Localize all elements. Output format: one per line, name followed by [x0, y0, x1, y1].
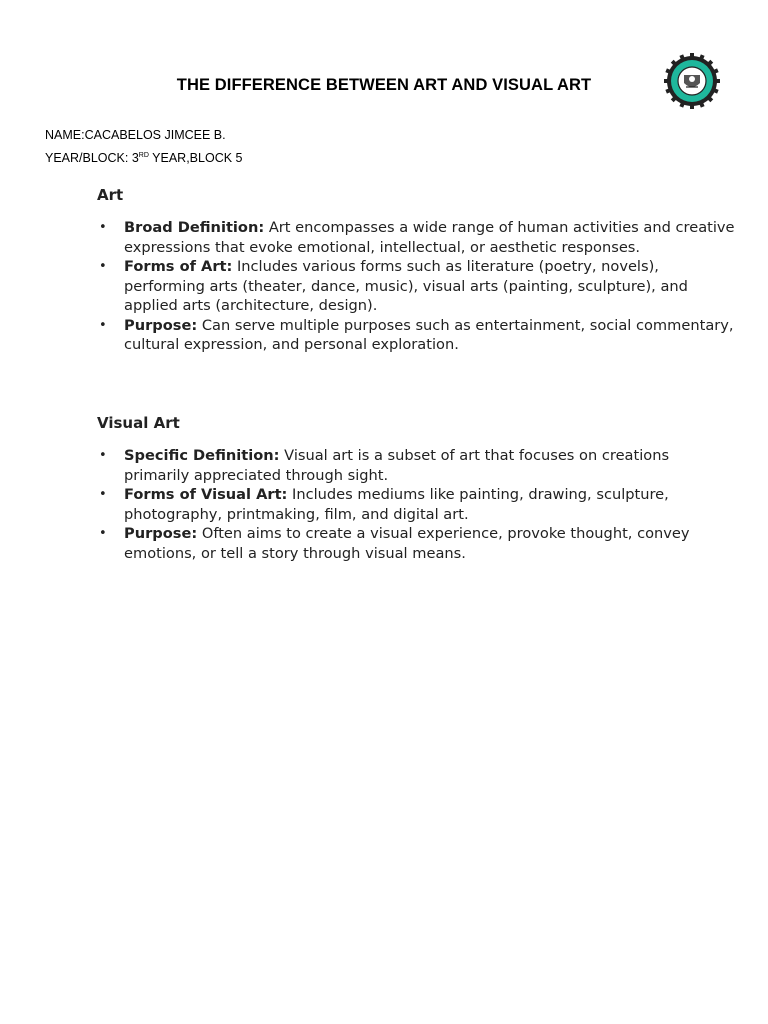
item-text: Visual art is a subset of art that focuses on creations primarily appreciated through sight. [124, 447, 670, 484]
section-art [97, 186, 737, 355]
list-item [97, 257, 737, 316]
section-heading: Visual Art [97, 414, 180, 432]
item-text: Art encompasses a wide range of human activities and creative expressions that evoke emotional, intellectual, or aesthetic responses. [124, 219, 735, 256]
list-item [97, 446, 737, 485]
bullet-icon: • [99, 448, 107, 463]
item-term: Purpose: [124, 316, 198, 334]
bullet-icon: • [99, 317, 107, 333]
year-prefix: YEAR/BLOCK: 3 [45, 151, 139, 165]
item-text: Includes various forms such as literature (poetry, novels), performing arts (theater, dance, music), visual arts (painting, sculpture), and applied arts (architecture, design). [124, 258, 688, 314]
item-term: Broad Definition: [124, 219, 265, 236]
section-visual-art [97, 414, 737, 563]
bullet-list [97, 446, 737, 563]
item-term: Forms of Art: [124, 258, 233, 275]
list-item [97, 218, 737, 257]
year-ordinal-suffix: RD [138, 152, 149, 159]
year-block [45, 151, 242, 165]
bullet-icon: • [99, 220, 107, 235]
bullet-list [97, 218, 737, 355]
document-title: THE DIFFERENCE BETWEEN ART AND VISUAL ART [176, 76, 592, 94]
list-item [97, 524, 737, 563]
year-suffix: YEAR,BLOCK 5 [148, 151, 243, 165]
bullet-icon: • [99, 259, 107, 274]
bullet-icon: • [99, 487, 107, 502]
item-text: Often aims to create a visual experience, provoke thought, convey emotions, or tell a story through visual means. [124, 525, 690, 562]
list-item [97, 485, 737, 524]
section-heading: Art [97, 186, 124, 204]
list-item [97, 316, 737, 355]
student-name: NAME:CACABELOS JIMCEE B. [45, 128, 226, 142]
item-text: Includes mediums like painting, drawing, sculpture, photography, printmaking, film, and digital art. [124, 486, 669, 523]
item-term: Specific Definition: [124, 447, 280, 464]
item-term: Forms of Visual Art: [124, 486, 288, 503]
item-text: Can serve multiple purposes such as entertainment, social commentary, cultural expression, and personal exploration. [124, 316, 734, 353]
bullet-icon: • [99, 526, 107, 541]
item-term: Purpose: [124, 525, 198, 542]
